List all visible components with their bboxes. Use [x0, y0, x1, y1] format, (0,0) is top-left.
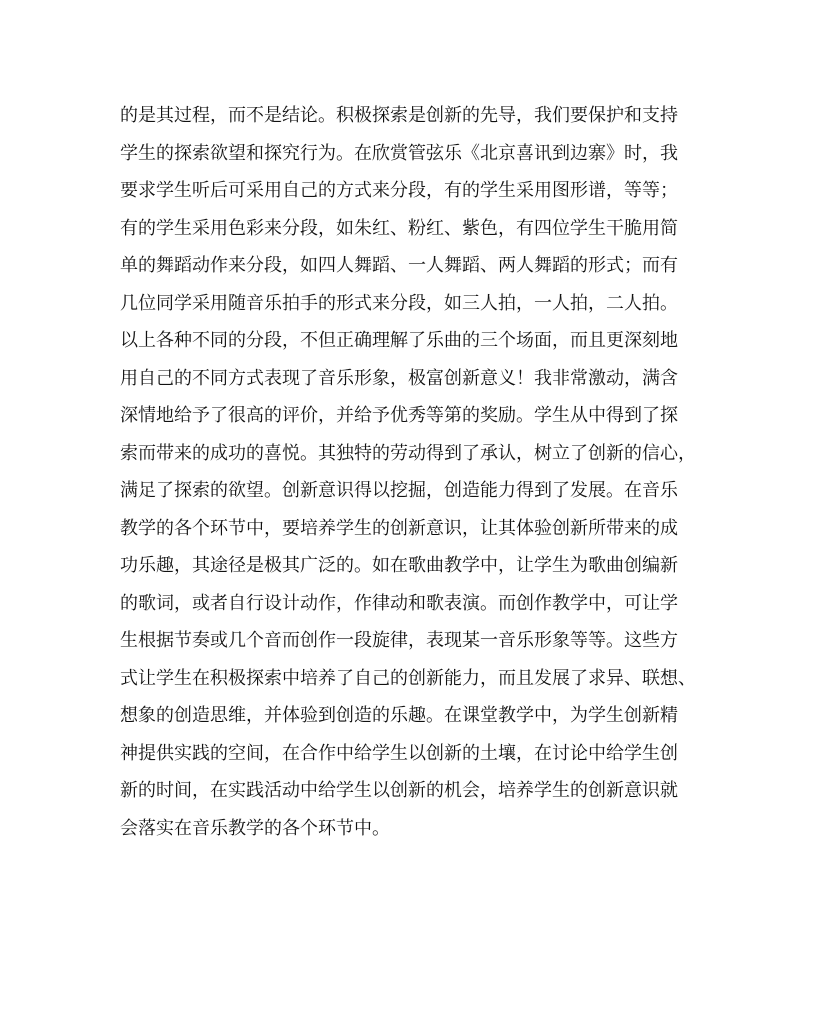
text-line: 满足了探索的欲望。创新意识得以挖掘，创造能力得到了发展。在音乐 [120, 480, 678, 501]
text-line: 的歌词，或者自行设计动作，作律动和歌表演。而创作教学中，可让学 [120, 592, 678, 614]
text-line: 要求学生听后可采用自己的方式来分段，有的学生采用图形谱，等等； [120, 180, 678, 201]
text-line: 神提供实践的空间，在合作中给学生以创新的土壤，在讨论中给学生创 [120, 742, 678, 764]
text-line: 以上各种不同的分段，不但正确理解了乐曲的三个场面，而且更深刻地 [120, 330, 678, 351]
text-line: 的是其过程，而不是结论。积极探索是创新的先导，我们要保护和支持 [120, 105, 678, 126]
text-line: 想象的创造思维，并体验到创造的乐趣。在课堂教学中，为学生创新精 [120, 705, 678, 726]
text-line: 生根据节奏或几个音而创作一段旋律，表现某一音乐形象等等。这些方 [120, 630, 678, 651]
text-line: 用自己的不同方式表现了音乐形象，极富创新意义！我非常激动，满含 [120, 367, 678, 389]
text-line: 功乐趣，其途径是极其广泛的。如在歌曲教学中，让学生为歌曲创编新 [120, 555, 678, 576]
text-line: 深情地给予了很高的评价，并给予优秀等第的奖励。学生从中得到了探 [120, 405, 678, 426]
text-line: 索而带来的成功的喜悦。其独特的劳动得到了承认，树立了创新的信心， [120, 442, 696, 464]
text-line: 教学的各个环节中，要培养学生的创新意识，让其体验创新所带来的成 [120, 517, 678, 539]
text-line: 几位同学采用随音乐拍手的形式来分段，如三人拍，一人拍，二人拍。 [120, 292, 678, 314]
text-line: 有的学生采用色彩来分段，如朱红、粉红、紫色，有四位学生干脆用简 [120, 217, 678, 239]
text-line: 式让学生在积极探索中培养了自己的创新能力，而且发展了求异、联想、 [120, 667, 696, 689]
text-line: 新的时间，在实践活动中给学生以创新的机会，培养学生的创新意识就 [120, 780, 678, 801]
text-line: 单的舞蹈动作来分段，如四人舞蹈、一人舞蹈、两人舞蹈的形式；而有 [120, 255, 678, 276]
text-line: 会落实在音乐教学的各个环节中。 [120, 817, 390, 839]
body-paragraph [120, 97, 700, 847]
text-line: 学生的探索欲望和探究行为。在欣赏管弦乐《北京喜讯到边寨》时，我 [120, 142, 678, 164]
